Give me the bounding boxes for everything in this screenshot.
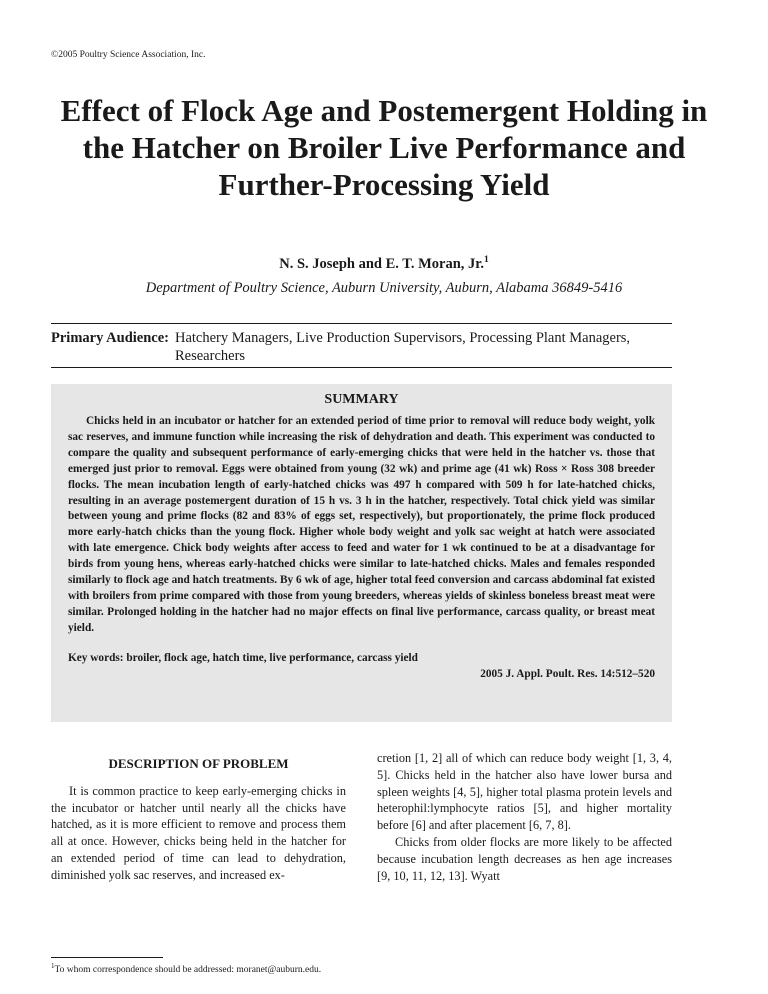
author-footnote-mark: 1 (484, 255, 489, 265)
keywords: Key words: broiler, flock age, hatch time, live performance, carcass yield (68, 651, 418, 664)
footnote (51, 962, 321, 975)
body-paragraph: cretion [1, 2] all of which can reduce body weight [1, 3, 4, 5]. Chicks held in the hatcher also have lower bursa and spleen weights [4, 5], higher total plasma protein levels and heterophil:lymphocyte ratios [5], and higher mortality before [6] and after placement [6, 7, 8]. (377, 751, 672, 833)
author-names: N. S. Joseph and E. T. Moran, Jr. (279, 255, 485, 272)
author-line (0, 255, 768, 273)
primary-audience-label: Primary Audience: (51, 330, 169, 346)
body-paragraph: Chicks from older flocks are more likely to be affected because incubation length decreases as hen age increases [9, 10, 11, 12, 13]. Wyatt (377, 834, 672, 883)
summary-heading: SUMMARY (324, 392, 399, 407)
section-heading: DESCRIPTION OF PROBLEM (108, 756, 289, 771)
footnote-mark: 1 (51, 962, 55, 970)
body-column-right (377, 750, 672, 884)
footnote-text: To whom correspondence should be addressed: moranet@auburn.edu. (54, 965, 322, 976)
summary-text: Chicks held in an incubator or hatcher for an extended period of time prior to removal will reduce body weight, yolk sac reserves, and immune function while increasing the risk of dehydration and death. This experiment was conducted to compare the quality and subsequent performance of early-emerging chicks that were held in the hatcher vs. those that emerged just prior to removal. Eggs were obtained from young (32 wk) and prime age (41 wk) Ross × Ross 308 breeder flocks. The mean incubation length of early-hatched chicks was 497 h compared with 509 h for late-hatched chicks, resulting in an average postemergent duration of 15 h vs. 3 h in the hatcher, respectively. Total chick yield was similar between young and prime flocks (82 and 83% of eggs set, respectively), but proportionately, the prime flock produced more early-hatch chicks than the young flock. Higher whole body weight and yolk sac weight at hatch were associated with late emergence. Chick body weights after access to feed and water for 1 wk continued to be at a disadvantage for birds from young hens, whereas early-hatched chicks were similar to late-hatched chicks. Males and females responded similarly to flock age and hatch treatments. By 6 wk of age, higher total feed conversion and carcass abdominal fat existed with broilers from prime compared with those from young breeders, whereas yields of skinless boneless breast meat were similar. Prolonged holding in the hatcher had no major effects on final live performance, carcass quality, or breast meat yield. (68, 415, 655, 634)
summary-box (51, 384, 672, 722)
bottom-divider (51, 367, 672, 368)
footnote-divider (51, 957, 163, 958)
body-paragraph: It is common practice to keep early-emerging chicks in the incubator or hatcher until nearly all the chicks have hatched, as it is more efficient to remove and process them all at once. However, chicks being held in the hatcher for an extended period of time can lead to dehydration, diminished yolk sac reserves, and increased ex- (51, 783, 346, 882)
body-column-left (51, 752, 346, 884)
copyright-notice: ©2005 Poultry Science Association, Inc. (51, 50, 206, 60)
journal-citation: 2005 J. Appl. Poult. Res. 14:512–520 (480, 667, 655, 680)
affiliation: Department of Poultry Science, Auburn University, Auburn, Alabama 36849-5416 (145, 280, 623, 296)
primary-audience-text: Hatchery Managers, Live Production Supervisors, Processing Plant Managers, Researchers (175, 330, 631, 364)
article-title: Effect of Flock Age and Postemergent Holding in the Hatcher on Broiler Live Performance and Further-Processing Yield (60, 93, 708, 202)
primary-audience (51, 329, 672, 365)
top-divider (51, 323, 672, 324)
